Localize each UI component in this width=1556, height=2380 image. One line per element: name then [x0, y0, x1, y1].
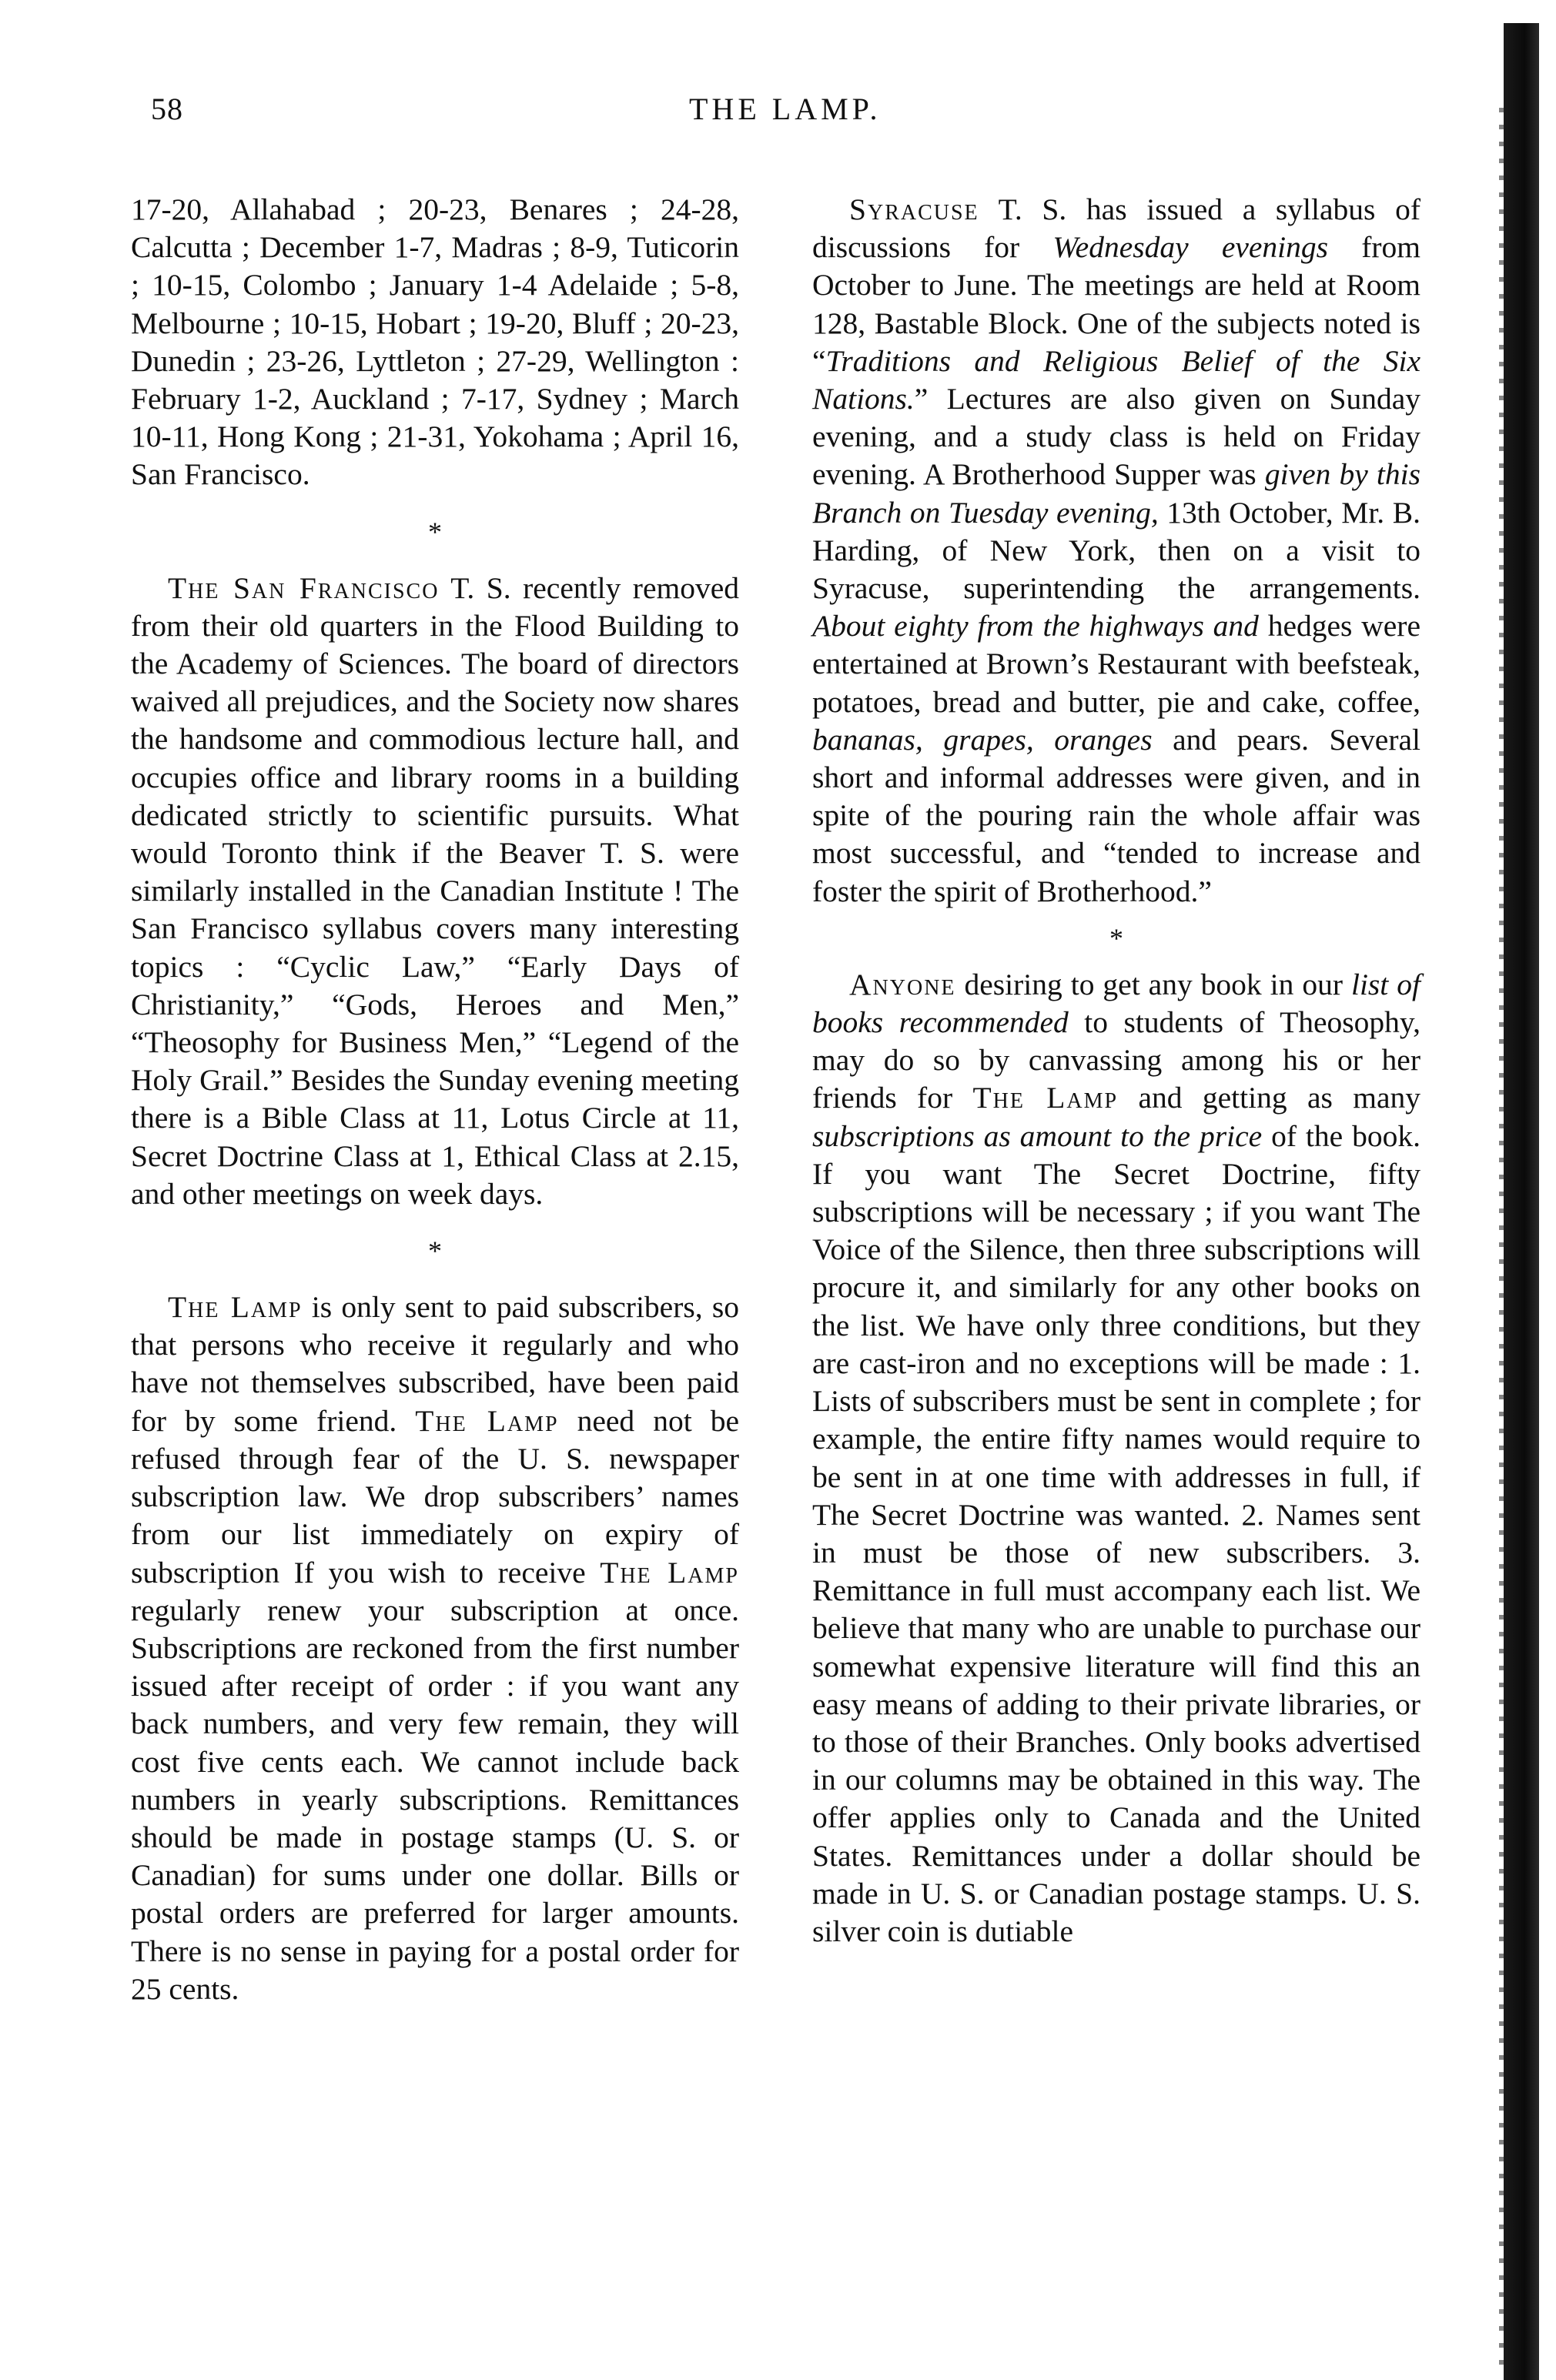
tour-itinerary-text: 17-20, Allahabad ; 20-23, Benares ; 24-28, Calcutta ; December 1-7, Madras ; 8-9, Tuticorin ; 10-15, Colombo ; January 1-4 Adelaide ; 5-8, Melbourne ; 10-15, Hobart ; 19-20, Bluff ; 20-23, Dunedin ; 23-26, Lyttleton ; 27-29, Wellington : February 1-2, Auckland ; 7-17, Sydney ; March 10-11, Hong Kong ; 21-31, Yokohama ; April 16, San Francisco.: [131, 192, 739, 492]
paragraph-lead: The San Francisco: [168, 570, 440, 605]
journal-title: THE LAMP.: [689, 92, 882, 126]
paragraph-body: 13th October, Mr. B. Harding, of New York, then on a visit to Syracuse, superintending the arrangements.: [812, 495, 1420, 606]
right-column: [812, 191, 1420, 1950]
paragraph-body: from October to June. The meetings are held at Room 128, Bastable Block. One of the subjects noted is “: [812, 230, 1420, 378]
syracuse-paragraph: [812, 191, 1420, 911]
paragraph-body: to students of Theosophy, may do so by canvassing among his or her friends for: [812, 1005, 1420, 1115]
page-number: 58: [151, 92, 183, 126]
section-divider: *: [428, 1235, 442, 1267]
paragraph-lead: Anyone: [849, 967, 956, 1001]
italic-phrase: subscriptions as amount to the price: [812, 1118, 1263, 1153]
italic-phrase: Wednesday evenings: [1052, 230, 1329, 265]
paragraph-body: and pears. Several short and informal addresses were given, and in spite of the pouring rain the whole affair was most successful, and “tended to increase and foster the spirit of Brotherhood.”: [812, 722, 1420, 908]
journal-name-inline: The Lamp: [972, 1081, 1119, 1115]
paragraph-body: desiring to get any book in our: [955, 967, 1351, 1001]
italic-phrase: Traditions and Religious Belief of the Six Nations.: [812, 343, 1420, 416]
scan-binding-edge: [1504, 23, 1539, 2380]
paragraph-body: regularly renew your subscription at once. Subscriptions are reckoned from the first number issued after receipt of order : if you want any back numbers, and very few remain, they will cost five cents each. We cannot include back numbers in yearly subscriptions. Remittances should be made in postage stamps (U. S. or Canadian) for sums under one dollar. Bills or postal orders are preferred for larger amounts. There is no sense in paying for a postal order for 25 cents.: [131, 1593, 739, 2006]
italic-phrase: About eighty from the highways and: [812, 609, 1259, 643]
paragraph-body: hedges were entertained at Brown’s Restaurant with beefsteak, potatoes, bread and butter, pie and cake, coffee,: [812, 609, 1420, 719]
paragraph-lead: Syracuse: [849, 192, 979, 226]
paragraph-body: of the book. If you want The Secret Doctrine, fifty subscriptions will be necessary ; if you want The Voice of the Silence, then three subscriptions will procure it, and similarly for any other books on the list. We have only three conditions, but they are cast-iron and no exceptions will be made : 1. Lists of subscribers must be sent in complete ; for example, the entire fifty names would require to be sent in at one time with addresses in full, if The Secret Doctrine was wanted. 2. Names sent in must be those of new subscribers. 3. Remittance in full must accompany each list. We believe that many who are unable to purchase our somewhat expensive literature will find this an easy means of adding to their private libraries, or to those of their Branches. Only books advertised in our columns may be obtained in this way. The offer applies only to Canada and the United States. Remittances under a dollar should be made in U. S. or Canadian postage stamps. U. S. silver coin is dutiable: [812, 1118, 1420, 1948]
paragraph-body: and getting as many: [1118, 1081, 1420, 1115]
paragraph-body: is only sent to paid subscribers, so that persons who receive it regularly and who have not themselves subscribed, have been paid for by some friend.: [131, 1290, 739, 1438]
tour-itinerary-paragraph: [131, 191, 739, 494]
journal-name-inline: The Lamp: [600, 1555, 739, 1589]
italic-phrase: list of books recommended: [812, 967, 1420, 1040]
left-column: [131, 191, 739, 2008]
subscription-notice-paragraph: [131, 1289, 739, 2008]
section-divider: *: [1109, 922, 1123, 954]
book-offer-paragraph: [812, 966, 1420, 1950]
paragraph-body: ” Lectures are also given on Sunday evening, and a study class is held on Friday evening. A Brotherhood Supper was: [812, 382, 1420, 492]
journal-name-inline: The Lamp: [415, 1403, 559, 1438]
paragraph-body: T. S. recently removed from their old quarters in the Flood Building to the Academy of Sciences. The board of directors waived all prejudices, and the Society now shares the handsome and commodious lecture hall, and occupies office and library rooms in a building dedicated strictly to scientific pursuits. What would Toronto think if the Beaver T. S. were similarly installed in the Canadian Institute ! The San Francisco syllabus covers many interesting topics : “Cyclic Law,” “Early Days of Christianity,” “Gods, Heroes and Men,” “Theosophy for Business Men,” “Legend of the Holy Grail.” Besides the Sunday evening meeting there is a Bible Class at 11, Lotus Circle at 11, Secret Doctrine Class at 1, Ethical Class at 2.15, and other meetings on week days.: [131, 570, 740, 1211]
san-francisco-paragraph: [131, 570, 739, 1213]
paragraph-body: T. S. has issued a syllabus of discussions for: [812, 192, 1420, 265]
italic-phrase: bananas, grapes, oranges: [812, 722, 1153, 757]
running-head: [0, 91, 1556, 137]
paragraph-body: need not be refused through fear of the U. S. newspaper subscription law. We drop subscribers’ names from our list immediately on expiry of subscription If you wish to receive: [131, 1403, 739, 1589]
paragraph-lead: The Lamp: [168, 1290, 303, 1325]
section-divider: *: [428, 516, 442, 547]
italic-phrase: given by this Branch on Tuesday evening,: [812, 457, 1420, 530]
